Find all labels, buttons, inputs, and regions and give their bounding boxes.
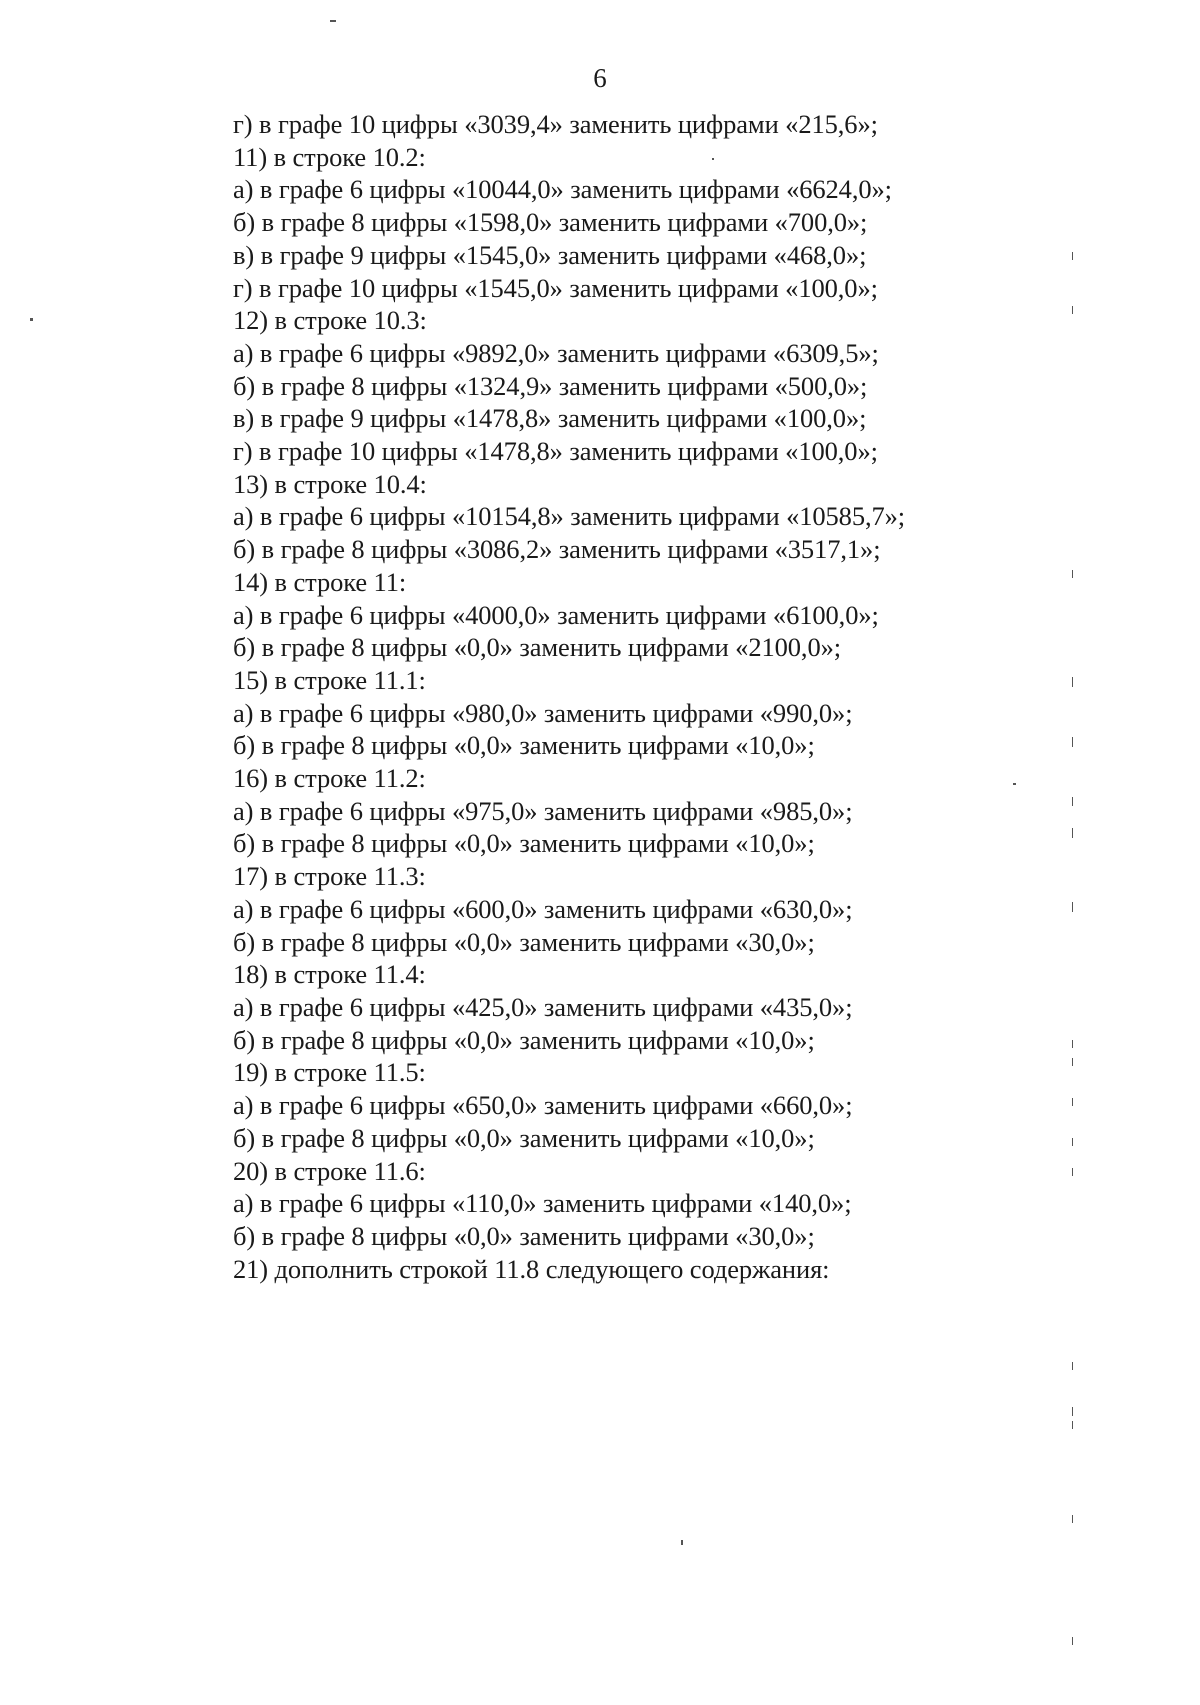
text-line: б) в графе 8 цифры «0,0» заменить цифрами «10,0»; — [233, 1122, 815, 1153]
scan-speck — [1072, 1362, 1073, 1370]
text-line: г) в графе 10 цифры «1545,0» заменить цифрами «100,0»; — [233, 272, 878, 303]
text-line: 12) в строке 10.3: — [233, 305, 427, 336]
scan-speck — [1072, 797, 1073, 806]
scan-speck — [1072, 902, 1073, 912]
scan-speck — [1072, 306, 1073, 314]
scan-speck — [1072, 1168, 1073, 1176]
text-line: б) в графе 8 цифры «0,0» заменить цифрами «30,0»; — [233, 926, 815, 957]
text-line: а) в графе 6 цифры «9892,0» заменить цифрами «6309,5»; — [233, 337, 879, 368]
scan-speck — [681, 1540, 683, 1545]
text-line: 14) в строке 11: — [233, 566, 407, 597]
text-line: 15) в строке 11.1: — [233, 664, 426, 695]
page-number: 6 — [593, 63, 607, 93]
text-line: а) в графе 6 цифры «10044,0» заменить цифрами «6624,0»; — [233, 174, 892, 205]
text-line: а) в графе 6 цифры «10154,8» заменить цифрами «10585,7»; — [233, 501, 906, 532]
text-line: а) в графе 6 цифры «980,0» заменить цифрами «990,0»; — [233, 697, 853, 728]
scan-speck — [1072, 1098, 1073, 1106]
text-line: б) в графе 8 цифры «3086,2» заменить цифрами «3517,1»; — [233, 534, 881, 565]
text-line: г) в графе 10 цифры «3039,4» заменить цифрами «215,6»; — [233, 109, 878, 139]
text-line: а) в графе 6 цифры «600,0» заменить цифрами «630,0»; — [233, 893, 853, 924]
text-line: б) в графе 8 цифры «1598,0» заменить цифрами «700,0»; — [233, 207, 868, 238]
text-line: б) в графе 8 цифры «0,0» заменить цифрами «10,0»; — [233, 828, 815, 859]
scan-speck — [30, 318, 33, 321]
scan-speck — [1072, 1407, 1073, 1416]
text-line: б) в графе 8 цифры «0,0» заменить цифрами «10,0»; — [233, 730, 815, 761]
scan-speck — [1072, 677, 1073, 687]
scan-speck — [1072, 737, 1073, 747]
text-line: 16) в строке 11.2: — [233, 763, 426, 794]
text-line: 17) в строке 11.3: — [233, 861, 426, 892]
scan-speck — [1013, 783, 1016, 785]
text-line: б) в графе 8 цифры «0,0» заменить цифрами «10,0»; — [233, 1024, 815, 1055]
text-line: а) в графе 6 цифры «650,0» заменить цифрами «660,0»; — [233, 1090, 853, 1121]
scan-speck — [1072, 1040, 1073, 1048]
scan-speck — [1072, 252, 1073, 260]
text-line: а) в графе 6 цифры «425,0» заменить цифрами «435,0»; — [233, 991, 853, 1022]
text-line: 13) в строке 10.4: — [233, 468, 427, 499]
scan-speck — [1072, 1138, 1073, 1146]
text-line: а) в графе 6 цифры «4000,0» заменить цифрами «6100,0»; — [233, 599, 879, 630]
text-line: б) в графе 8 цифры «1324,9» заменить цифрами «500,0»; — [233, 370, 868, 401]
scan-speck — [1072, 1515, 1073, 1523]
scan-speck — [330, 20, 336, 22]
scan-speck — [712, 158, 714, 160]
text-line: г) в графе 10 цифры «1478,8» заменить цифрами «100,0»; — [233, 436, 878, 467]
scan-speck — [1072, 570, 1073, 578]
amendment-list — [233, 108, 993, 1285]
text-line: 18) в строке 11.4: — [233, 959, 426, 990]
text-line: 21) дополнить строкой 11.8 следующего содержания: — [233, 1253, 830, 1284]
scan-speck — [1072, 1421, 1073, 1429]
scan-speck — [1072, 1058, 1073, 1066]
text-line: в) в графе 9 цифры «1478,8» заменить цифрами «100,0»; — [233, 403, 867, 434]
text-line: б) в графе 8 цифры «0,0» заменить цифрами «30,0»; — [233, 1220, 815, 1251]
text-line: б) в графе 8 цифры «0,0» заменить цифрами «2100,0»; — [233, 632, 842, 663]
text-line: а) в графе 6 цифры «110,0» заменить цифрами «140,0»; — [233, 1188, 852, 1219]
text-line: 20) в строке 11.6: — [233, 1155, 426, 1186]
text-line: а) в графе 6 цифры «975,0» заменить цифрами «985,0»; — [233, 795, 853, 826]
scan-speck — [1072, 828, 1073, 838]
text-line: 19) в строке 11.5: — [233, 1057, 426, 1088]
text-line: 11) в строке 10.2: — [233, 141, 426, 172]
scan-speck — [1072, 1637, 1073, 1645]
text-line: в) в графе 9 цифры «1545,0» заменить цифрами «468,0»; — [233, 239, 867, 270]
